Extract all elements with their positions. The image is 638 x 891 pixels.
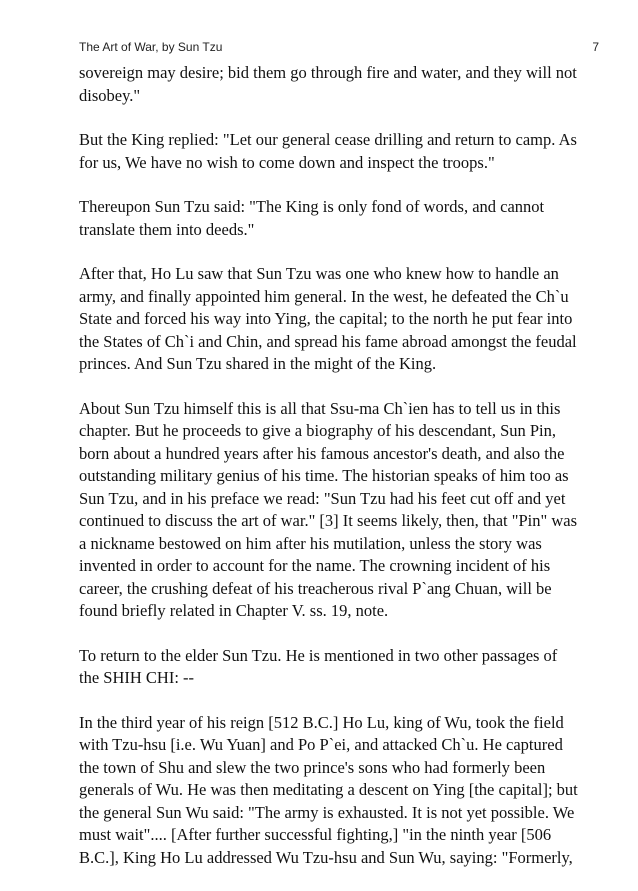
text-line: chapter. But he proceeds to give a biography of his descendant, Sun Pin, — [79, 421, 557, 440]
paragraph — [79, 398, 599, 623]
text-line: In the third year of his reign [512 B.C.] Ho Lu, king of Wu, took the field — [79, 712, 564, 732]
text-line: Sun Tzu, and in his preface we read: "Sun Tzu had his feet cut off and yet — [79, 488, 566, 508]
text-line: generals of Wu. He was then meditating a descent on Ying [the capital]; but — [79, 780, 578, 799]
text-line: But the King replied: "Let our general cease drilling and return to camp. As — [79, 130, 577, 149]
text-line: disobey." — [79, 85, 141, 105]
body-text — [79, 62, 599, 891]
text-line: must wait".... [After further successful fighting,] "in the ninth year [506 — [79, 825, 552, 844]
text-line: born about a hundred years after his famous ancestor's death, and also the — [79, 443, 565, 463]
page-header — [79, 38, 599, 56]
page-number: 7 — [592, 40, 599, 54]
text-line: army, and finally appointed him general. In the west, he defeated the Ch`u — [79, 286, 569, 306]
text-line: About Sun Tzu himself this is all that Ssu-ma Ch`ien has to tell us in this — [79, 398, 561, 418]
text-line: continued to discuss the art of war." [3] It seems likely, then, that "Pin" was — [79, 511, 577, 530]
text-line: State and forced his way into Ying, the capital; to the north he put fear into — [79, 309, 573, 328]
paragraph — [79, 62, 599, 107]
text-line: with Tzu-hsu [i.e. Wu Yuan] and Po P`ei, and attacked Ch`u. He captured — [79, 735, 563, 754]
text-line: a nickname bestowed on him after his mutilation, unless the story was — [79, 533, 542, 553]
text-line: for us, We have no wish to come down and inspect the troops." — [79, 152, 495, 172]
text-line: princes. And Sun Tzu shared in the might of the King. — [79, 354, 437, 373]
text-line: the States of Ch`i and Chin, and spread his fame abroad amongst the feudal — [79, 331, 577, 351]
text-line: To return to the elder Sun Tzu. He is mentioned in two other passages of — [79, 645, 558, 665]
text-line: the SHIH CHI: -- — [79, 668, 195, 687]
text-line: outstanding military genius of his time. The historian speaks of him too as — [79, 466, 569, 485]
text-line: found briefly related in Chapter V. ss. 19, note. — [79, 601, 389, 620]
text-line: sovereign may desire; bid them go through fire and water, and they will not — [79, 63, 577, 82]
text-line: After that, Ho Lu saw that Sun Tzu was one who knew how to handle an — [79, 264, 559, 283]
text-line: the town of Shu and slew the two prince's sons who had formerly been — [79, 757, 546, 777]
paragraph — [79, 645, 599, 690]
text-line: translate them into deeds." — [79, 219, 255, 239]
paragraph — [79, 712, 599, 870]
paragraph — [79, 129, 599, 174]
paragraph — [79, 196, 599, 241]
text-line: Thereupon Sun Tzu said: "The King is only fond of words, and cannot — [79, 197, 545, 216]
paragraph — [79, 263, 599, 376]
text-line: the general Sun Wu said: "The army is exhausted. It is not yet possible. We — [79, 802, 575, 822]
text-line: B.C.], King Ho Lu addressed Wu Tzu-hsu and Sun Wu, saying: "Formerly, — [79, 847, 573, 867]
text-line: career, the crushing defeat of his treacherous rival P`ang Chuan, will be — [79, 578, 552, 598]
running-title: The Art of War, by Sun Tzu — [79, 40, 223, 54]
text-line: invented in order to account for the name. The crowning incident of his — [79, 556, 551, 575]
